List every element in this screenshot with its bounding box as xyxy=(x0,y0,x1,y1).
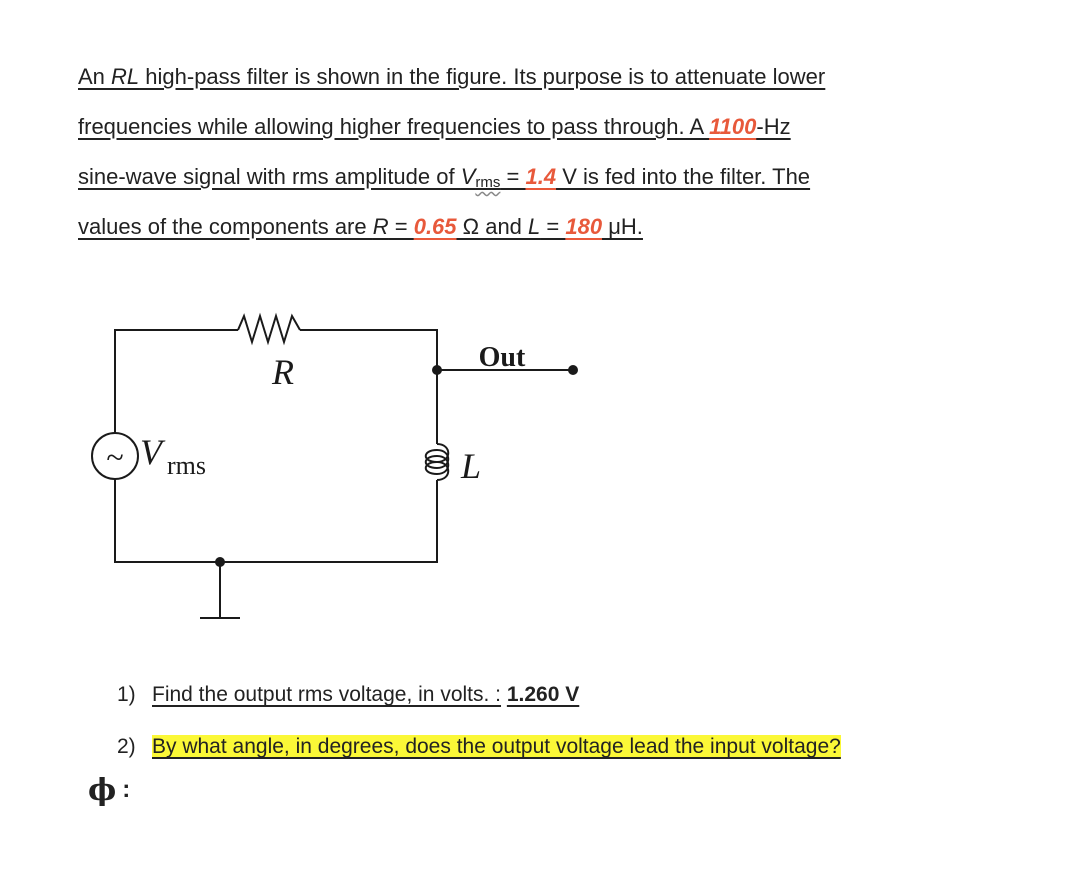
sine-symbol: ~ xyxy=(106,439,124,475)
question-1 xyxy=(117,675,841,727)
vrms-symbol: V xyxy=(460,164,476,189)
out-label: Out xyxy=(478,342,526,373)
problem-line-2 xyxy=(78,102,978,152)
text: V is fed into the filter. The xyxy=(556,164,811,189)
problem-line-4 xyxy=(78,202,978,252)
vrms-value: 1.4 xyxy=(525,164,557,189)
text: high-pass filter is shown in the figure. Its purpose is to attenuate lower xyxy=(139,64,826,89)
text: frequencies while allowing higher frequencies to pass through. A xyxy=(78,114,710,139)
vrms-subscript: rms xyxy=(475,174,501,191)
resistance-value: 0.65 xyxy=(413,214,457,239)
question-2 xyxy=(117,727,841,779)
phi-symbol: ϕ xyxy=(88,773,117,808)
phi-colon: : xyxy=(122,776,131,803)
question-text: Find the output rms voltage, in volts. : xyxy=(152,683,502,706)
text: = xyxy=(540,214,566,239)
rl-label: RL xyxy=(111,64,140,89)
source-label: V xyxy=(140,432,162,472)
r-symbol: R xyxy=(372,214,389,239)
text: values of the components are xyxy=(78,214,373,239)
inductance-value: 180 xyxy=(565,214,603,239)
inductor-label: L xyxy=(461,446,482,486)
question-number: 1) xyxy=(117,683,136,706)
resistor-label: R xyxy=(272,352,294,392)
wire-top-left xyxy=(115,330,238,433)
phi-answer-field[interactable] xyxy=(88,773,130,808)
questions-list xyxy=(117,675,841,779)
out-terminal xyxy=(568,365,578,375)
text: An xyxy=(78,64,112,89)
problem-line-3 xyxy=(78,152,978,202)
question-number: 2) xyxy=(117,735,136,758)
text: Ω and xyxy=(456,214,529,239)
wire-bottom xyxy=(115,478,437,562)
problem-statement xyxy=(78,52,978,252)
inductor-icon xyxy=(426,444,449,492)
text: = xyxy=(500,164,526,189)
text: sine-wave signal with rms amplitude of xyxy=(78,164,461,189)
wire-top-right xyxy=(300,330,437,444)
text: μH. xyxy=(602,214,643,239)
resistor-icon xyxy=(238,316,300,342)
out-node xyxy=(432,365,442,375)
l-symbol: L xyxy=(528,214,541,239)
question-answer: 1.260 V xyxy=(506,683,580,706)
ground-node xyxy=(215,557,225,567)
text: = xyxy=(388,214,414,239)
frequency-value: 1100 xyxy=(709,114,757,139)
circuit-diagram xyxy=(78,296,598,636)
text: -Hz xyxy=(756,114,791,139)
source-label-subscript: rms xyxy=(167,451,206,480)
problem-line-1 xyxy=(78,52,978,102)
question-text: By what angle, in degrees, does the output voltage lead the input voltage? xyxy=(152,735,841,758)
